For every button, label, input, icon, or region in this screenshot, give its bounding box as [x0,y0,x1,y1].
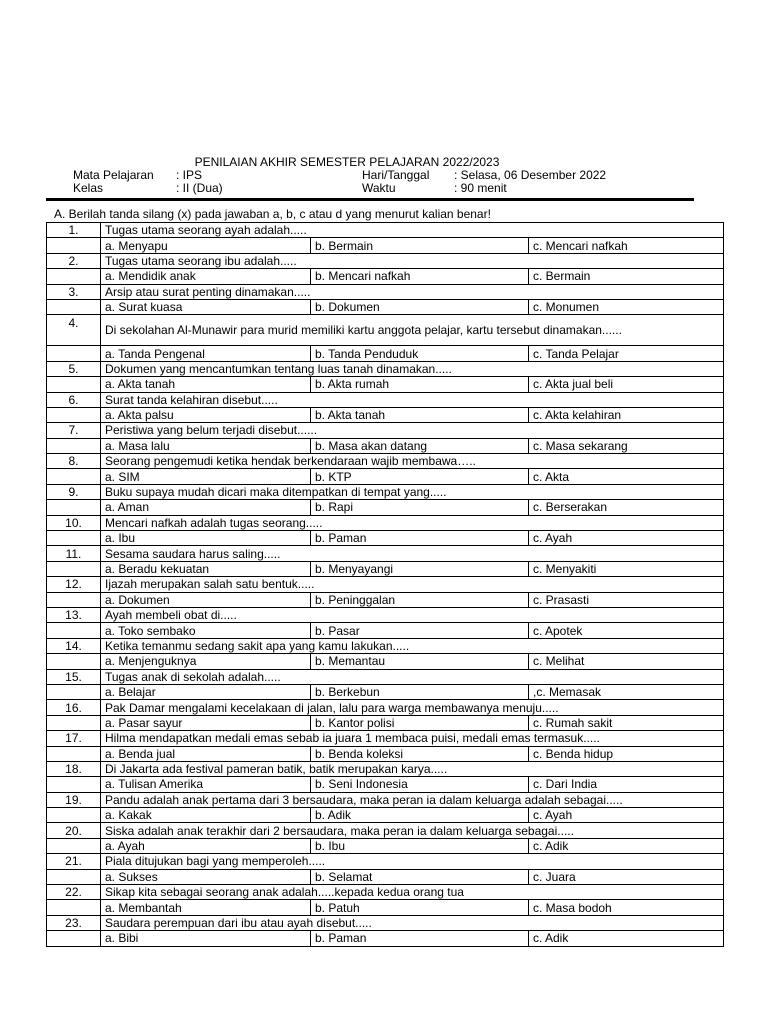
question-row [47,423,724,438]
question-text: Pandu adalah anak pertama dari 3 bersaudara, maka peran ia dalam keluarga adalah sebagai..... [101,792,724,807]
question-text: Arsip atau surat penting dinamakan..... [101,284,724,299]
options-row [47,561,724,576]
options-spacer [47,931,101,946]
subject-value: : IPS [176,168,203,182]
option-c[interactable]: c. Prasasti [529,592,724,607]
question-row [47,284,724,299]
section-instruction: A. Berilah tanda silang (x) pada jawaban a, b, c atau d yang menurut kalian benar! [54,207,491,221]
question-number: 2. [47,253,101,268]
options-row [47,715,724,730]
question-number: 7. [47,423,101,438]
time-label: Waktu [362,181,396,195]
option-a[interactable]: a. Masa lalu [101,438,311,453]
option-a[interactable]: a. Akta tanah [101,377,311,392]
option-b[interactable]: b. Bermain [311,238,529,253]
option-b[interactable]: b. Kantor polisi [311,715,529,730]
header-divider [46,198,694,201]
question-number: 5. [47,361,101,376]
question-row [47,392,724,407]
options-spacer [47,715,101,730]
question-number: 3. [47,284,101,299]
option-a[interactable]: a. Aman [101,500,311,515]
question-text: Tugas utama seorang ayah adalah..... [101,223,724,238]
question-text: Di sekolahan Al-Munawir para murid memiliki kartu anggota pelajar, kartu tersebut dinamakan...... [101,315,724,346]
options-row [47,469,724,484]
option-a[interactable]: a. Membantah [101,900,311,915]
options-spacer [47,531,101,546]
option-c[interactable]: ,c. Memasak [529,684,724,699]
question-number: 12. [47,577,101,592]
question-row [47,253,724,268]
option-b[interactable]: b. Akta rumah [311,377,529,392]
option-b[interactable]: b. Peninggalan [311,592,529,607]
question-table [46,222,724,947]
options-row [47,777,724,792]
question-text: Ayah membeli obat di..... [101,607,724,622]
question-text: Hilma mendapatkan medali emas sebab ia juara 1 membaca puisi, medali emas termasuk..... [101,731,724,746]
option-a[interactable]: a. Pasar sayur [101,715,311,730]
question-number: 18. [47,761,101,776]
question-row [47,515,724,530]
option-c[interactable]: c. Menyakiti [529,561,724,576]
options-spacer [47,500,101,515]
question-number: 14. [47,638,101,653]
subject-label: Mata Pelajaran [73,168,154,182]
option-a[interactable]: a. Dokumen [101,592,311,607]
question-row [47,854,724,869]
option-b[interactable]: b. Masa akan datang [311,438,529,453]
options-row [47,869,724,884]
options-spacer [47,346,101,361]
option-b[interactable]: b. Rapi [311,500,529,515]
question-number: 22. [47,885,101,900]
options-row [47,900,724,915]
option-a[interactable]: a. Akta palsu [101,407,311,422]
options-spacer [47,407,101,422]
question-text: Siska adalah anak terakhir dari 2 bersaudara, maka peran ia dalam keluarga sebagai..... [101,823,724,838]
question-row [47,607,724,622]
option-c[interactable]: c. Mencari nafkah [529,238,724,253]
options-row [47,500,724,515]
options-row [47,299,724,314]
date-label: Hari/Tanggal [362,168,430,182]
options-row [47,346,724,361]
option-c[interactable]: c. Berserakan [529,500,724,515]
option-b[interactable]: b. Patuh [311,900,529,915]
question-row [47,761,724,776]
option-c[interactable]: c. Rumah sakit [529,715,724,730]
option-a[interactable]: a. Menjenguknya [101,654,311,669]
exam-title: PENILAIAN AKHIR SEMESTER PELAJARAN 2022/2023 [194,155,500,169]
option-b[interactable]: b. Paman [311,931,529,946]
option-a[interactable]: a. Surat kuasa [101,299,311,314]
question-table-body [47,223,724,947]
question-number: 19. [47,792,101,807]
question-text: Tugas anak di sekolah adalah..... [101,669,724,684]
class-label: Kelas [73,181,104,195]
option-c[interactable]: c. Bermain [529,269,724,284]
option-a[interactable]: a. Toko sembako [101,623,311,638]
question-number: 20. [47,823,101,838]
time-value: : 90 menit [454,181,507,195]
options-row [47,438,724,453]
option-a[interactable]: a. Sukses [101,869,311,884]
class-value: : II (Dua) [176,181,223,195]
option-b[interactable]: b. Mencari nafkah [311,269,529,284]
question-text: Seorang pengemudi ketika hendak berkendaraan wajib membawa….. [101,454,724,469]
question-row [47,731,724,746]
options-row [47,592,724,607]
options-spacer [47,269,101,284]
question-row [47,484,724,499]
option-b[interactable]: b. Berkebun [311,684,529,699]
options-spacer [47,469,101,484]
question-text: Ketika temanmu sedang sakit apa yang kamu lakukan..... [101,638,724,653]
question-row [47,915,724,930]
option-a[interactable]: a. Mendidik anak [101,269,311,284]
question-number: 15. [47,669,101,684]
option-c[interactable]: c. Ayah [529,531,724,546]
options-spacer [47,684,101,699]
options-spacer [47,869,101,884]
option-c[interactable]: c. Juara [529,869,724,884]
question-row [47,669,724,684]
option-b[interactable]: b. Paman [311,531,529,546]
options-row [47,269,724,284]
options-spacer [47,623,101,638]
options-row [47,407,724,422]
question-row [47,454,724,469]
options-spacer [47,299,101,314]
question-text: Mencari nafkah adalah tugas seorang..... [101,515,724,530]
option-c[interactable]: c. Akta jual beli [529,377,724,392]
option-b[interactable]: b. Tanda Penduduk [311,346,529,361]
option-b[interactable]: b. Dokumen [311,299,529,314]
option-c[interactable]: c. Tanda Pelajar [529,346,724,361]
option-a[interactable]: a. Benda jual [101,746,311,761]
question-text: Surat tanda kelahiran disebut..... [101,392,724,407]
option-c[interactable]: c. Masa sekarang [529,438,724,453]
date-value: : Selasa, 06 Desember 2022 [454,168,607,182]
option-a[interactable]: a. SIM [101,469,311,484]
option-b[interactable]: b. Ibu [311,838,529,853]
options-spacer [47,838,101,853]
option-c[interactable]: c. Adik [529,931,724,946]
question-row [47,223,724,238]
question-text: Di Jakarta ada festival pameran batik, batik merupakan karya..... [101,761,724,776]
option-c[interactable]: c. Masa bodoh [529,900,724,915]
question-text: Piala ditujukan bagi yang memperoleh..... [101,854,724,869]
question-row [47,577,724,592]
options-row [47,623,724,638]
option-b[interactable]: b. Pasar [311,623,529,638]
option-c[interactable]: c. Akta [529,469,724,484]
question-row [47,638,724,653]
option-b[interactable]: b. Akta tanah [311,407,529,422]
option-a[interactable]: a. Tanda Pengenal [101,346,311,361]
question-number: 11. [47,546,101,561]
options-spacer [47,238,101,253]
question-number: 6. [47,392,101,407]
question-text: Sesama saudara harus saling..... [101,546,724,561]
question-row [47,700,724,715]
options-spacer [47,561,101,576]
question-number: 21. [47,854,101,869]
option-c[interactable]: c. Adik [529,838,724,853]
question-text: Pak Damar mengalami kecelakaan di jalan, lalu para warga membawanya menuju..... [101,700,724,715]
option-b[interactable]: b. Adik [311,808,529,823]
options-row [47,238,724,253]
options-spacer [47,808,101,823]
options-row [47,377,724,392]
option-a[interactable]: a. Beradu kekuatan [101,561,311,576]
options-row [47,654,724,669]
question-number: 13. [47,607,101,622]
options-row [47,808,724,823]
option-a[interactable]: a. Bibi [101,931,311,946]
options-row [47,931,724,946]
question-row [47,792,724,807]
option-a[interactable]: a. Kakak [101,808,311,823]
options-spacer [47,592,101,607]
option-b[interactable]: b. KTP [311,469,529,484]
question-number: 17. [47,731,101,746]
option-c[interactable]: c. Benda hidup [529,746,724,761]
question-row [47,546,724,561]
option-b[interactable]: b. Menyayangi [311,561,529,576]
options-spacer [47,377,101,392]
question-row [47,885,724,900]
option-a[interactable]: a. Belajar [101,684,311,699]
option-b[interactable]: b. Benda koleksi [311,746,529,761]
question-number: 1. [47,223,101,238]
question-number: 8. [47,454,101,469]
question-text: Dokumen yang mencantumkan tentang luas tanah dinamakan..... [101,361,724,376]
question-text: Buku supaya mudah dicari maka ditempatkan di tempat yang..... [101,484,724,499]
options-spacer [47,654,101,669]
option-a[interactable]: a. Menyapu [101,238,311,253]
option-c[interactable]: c. Ayah [529,808,724,823]
options-spacer [47,777,101,792]
question-row [47,315,724,346]
question-row [47,361,724,376]
option-c[interactable]: c. Monumen [529,299,724,314]
question-text: Peristiwa yang belum terjadi disebut...... [101,423,724,438]
options-row [47,531,724,546]
question-text: Sikap kita sebagai seorang anak adalah.....kepada kedua orang tua [101,885,724,900]
question-text: Saudara perempuan dari ibu atau ayah disebut..... [101,915,724,930]
question-number: 16. [47,700,101,715]
question-text: Ijazah merupakan salah satu bentuk..... [101,577,724,592]
option-c[interactable]: c. Apotek [529,623,724,638]
options-spacer [47,900,101,915]
options-row [47,746,724,761]
option-b[interactable]: b. Seni Indonesia [311,777,529,792]
question-text: Tugas utama seorang ibu adalah..... [101,253,724,268]
option-c[interactable]: c. Akta kelahiran [529,407,724,422]
options-row [47,684,724,699]
question-row [47,823,724,838]
options-spacer [47,438,101,453]
options-spacer [47,746,101,761]
options-row [47,838,724,853]
option-a[interactable]: a. Ibu [101,531,311,546]
option-a[interactable]: a. Ayah [101,838,311,853]
option-b[interactable]: b. Selamat [311,869,529,884]
option-c[interactable]: c. Dari India [529,777,724,792]
question-number: 23. [47,915,101,930]
question-number: 9. [47,484,101,499]
option-c[interactable]: c. Melihat [529,654,724,669]
question-number: 4. [47,315,101,346]
question-number: 10. [47,515,101,530]
option-a[interactable]: a. Tulisan Amerika [101,777,311,792]
option-b[interactable]: b. Memantau [311,654,529,669]
